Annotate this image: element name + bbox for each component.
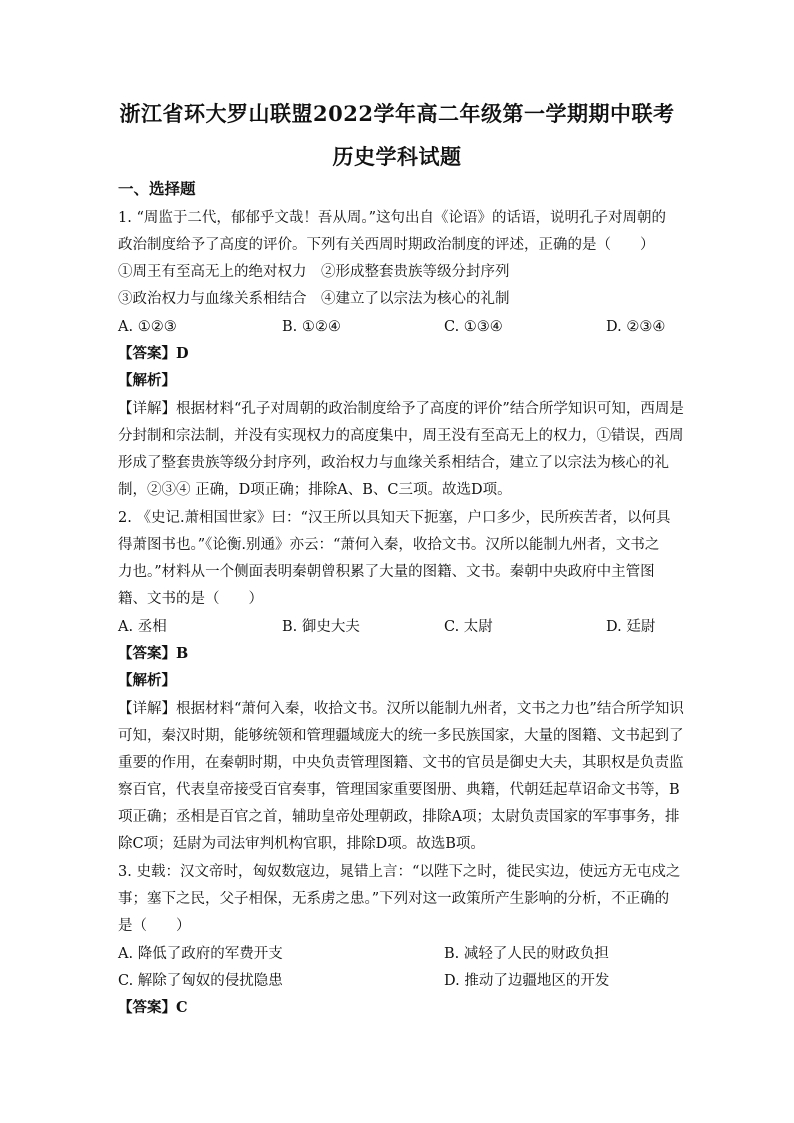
q2-detail-line4: 察百官，代表皇帝接受百官奏事，管理国家重要图册、典籍，代朝廷起草诏命文书等，B [118,782,680,798]
q3-option-a: A. 降低了政府的军费开支 [118,946,283,962]
q2-option-c: C. 太尉 [444,619,493,635]
section-heading: 一、选择题 [118,179,196,198]
q1-detail-line3: 形成了整套贵族等级分封序列，政治权力与血缘关系相结合，建立了以宗法为核心的礼 [118,455,669,471]
q1-stem-line2: 政治制度给予了高度的评价。下列有关西周时期政治制度的评述，正确的是（ ） [118,237,655,253]
q1-item-line1: ①周王有至高无上的绝对权力 ②形成整套贵族等级分封序列 [118,264,510,280]
q1-item-line2: ③政治权力与血缘关系相结合 ④建立了以宗法为核心的礼制 [118,291,510,307]
q2-detail-line6: 除C项；廷尉为司法审判机构官职，排除D项。故选B项。 [118,836,485,852]
exam-subtitle: 历史学科试题 [332,144,462,169]
q2-detail-line2: 可知，秦汉时期，能够统领和管理疆域庞大的统一多民族国家，大量的图籍、文书起到了 [118,728,684,744]
q2-option-a: A. 丞相 [118,619,167,635]
q2-option-b: B. 御史大夫 [282,619,360,635]
q3-stem-line2: 事；塞下之民，父子相保，无系虏之患。”下列对这一政策所产生影响的分析，不正确的 [118,891,670,907]
q2-stem-line1: 2. 《史记.萧相国世家》曰：“汉王所以具知天下扼塞，户口多少，民所疾苦者，以何具 [118,510,671,526]
q2-option-d: D. 廷尉 [606,619,656,635]
exam-title: 浙江省环大罗山联盟2022学年高二年级第一学期期中联考 [119,101,675,126]
q2-analysis-label: 【解析】 [118,672,176,689]
q2-detail-line1: 【详解】根据材料“萧何入秦，收拾文书。汉所以能制九州者，文书之力也”结合所学知识 [118,701,684,717]
q1-option-a: A. ①②③ [118,319,177,335]
q1-answer: 【答案】D [118,345,189,362]
q2-stem-line2: 得萧图书也。”《论衡.别通》亦云：“萧何入秦，收拾文书。汉所以能制九州者，文书之 [118,537,660,553]
q1-detail-line1: 【详解】根据材料“孔子对周朝的政治制度给予了高度的评价”结合所学知识可知，西周是 [118,401,684,417]
q2-detail-line5: 项正确；丞相是百官之首，辅助皇帝处理朝政，排除A项；太尉负责国家的军事事务，排 [118,809,680,825]
q3-stem-line3: 是（ ） [118,918,191,934]
q3-answer: 【答案】C [118,999,188,1016]
q1-detail-line2: 分封制和宗法制，并没有实现权力的高度集中，周王没有至高无上的权力，①错误，西周 [118,428,684,444]
q3-option-c: C. 解除了匈奴的侵扰隐患 [118,973,283,989]
q1-option-d: D. ②③④ [606,319,666,335]
q2-stem-line4: 籍、文书的是（ ） [118,591,263,607]
q2-detail-line3: 重要的作用，在秦朝时期，中央负责管理图籍、文书的官员是御史大夫，其职权是负责监 [118,755,684,771]
q1-analysis-label: 【解析】 [118,372,176,389]
q2-stem-line3: 力也。”材料从一个侧面表明秦朝曾积累了大量的图籍、文书。秦朝中央政府中主管图 [118,564,655,580]
q3-option-d: D. 推动了边疆地区的开发 [444,973,610,989]
q1-option-b: B. ①②④ [282,319,341,335]
q3-option-b: B. 减轻了人民的财政负担 [444,946,609,962]
q1-detail-line4: 制，②③④ 正确，D项正确；排除A、B、C三项。故选D项。 [118,482,512,498]
q1-stem-line1: 1. “周监于二代，郁郁乎文哉！吾从周。”这句出自《论语》的话语，说明孔子对周朝的 [118,210,667,226]
q1-option-c: C. ①③④ [444,319,503,335]
q3-stem-line1: 3. 史载：汉文帝时，匈奴数寇边，晁错上言：“以陛下之时，徙民实边，使远方无屯戍之 [118,864,681,880]
q2-answer: 【答案】B [118,645,189,662]
